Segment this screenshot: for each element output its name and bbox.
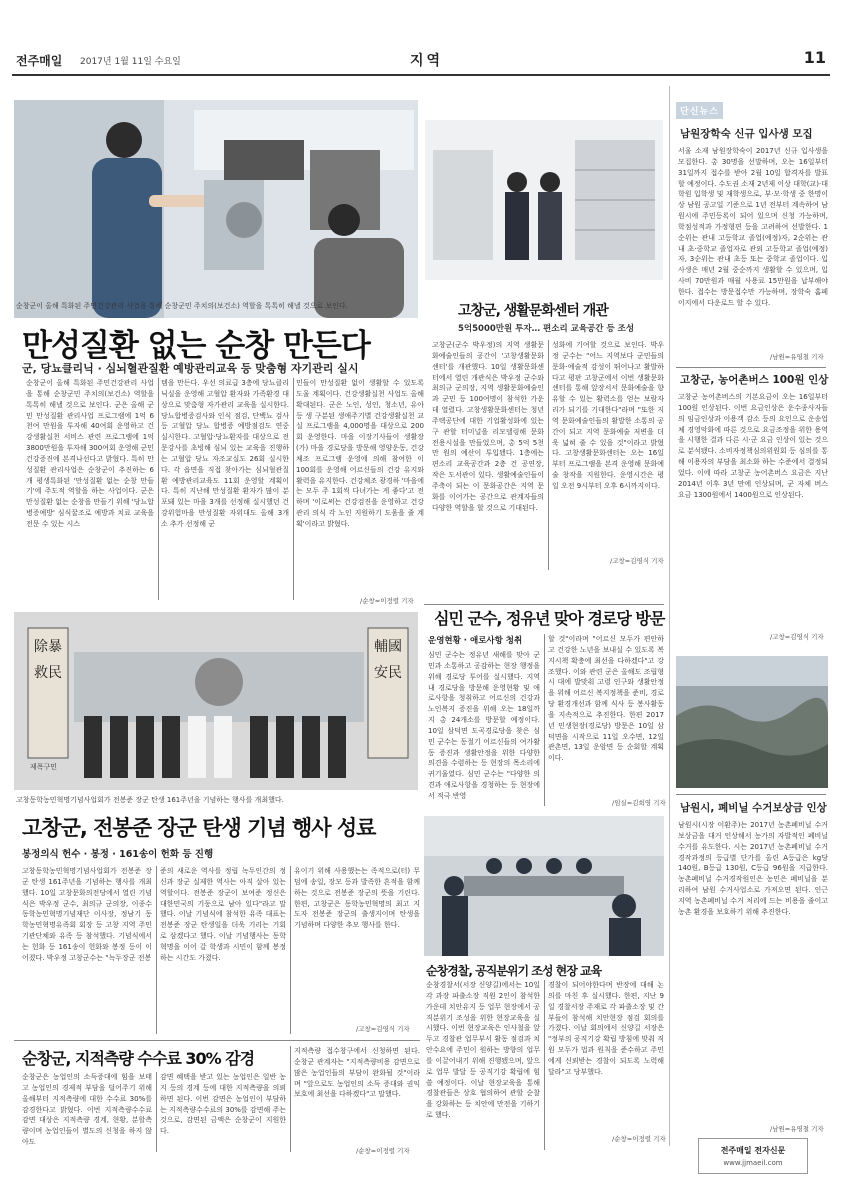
story1-col3: 민들이 만성질환 없이 생활할 수 있도록 도울 계획이다. 건강생활실천 사업도 올해 확대된다. 군은 노인, 성인, 청소년, 유아 등 생 구분된 생애주기별 건강생활실천 교실 프로그램을 4,000명을 대상으로 200회 운영한다. 마을 이장기사들이 생활장(가) 마을 경로당을 방문해 영양운동, 건강체조 프로그램 운영에 의해 참여한 이 100회를 운영해 어르신들의 건강 유지와 활력을 유지한다. 건강체조 광경하 '마을에는 모두 주 1회씩 다녀가는 게 좋다'고 전하며 '이로써는 건강검진을 운영하고 건강관리 의식 각 노인 지원하기 도움을 줄 계획'이라고 밝혔다. — [296, 379, 424, 528]
clinic-photo-caption: 순창군이 올해 특화된 주민건강관리 사업을 통해 순창군민 주치의(보건소) 역할을 톡톡히 해낼 것으로 보인다. — [16, 302, 348, 310]
e-paper-name: 전주매일 전자신문 — [720, 1146, 786, 1155]
story5-divider — [544, 980, 545, 1150]
sidebar-tag: 단신뉴스 — [676, 102, 723, 119]
story5-byline: /순창=이정렬 기자 — [612, 1135, 666, 1143]
ceremony-photo — [14, 612, 418, 790]
sidebar-item3-title: 남원시, 폐비닐 수거보상금 인상 — [680, 802, 827, 814]
story6-divider2 — [290, 1046, 291, 1152]
story4-byline: /임실=김희영 기자 — [612, 799, 666, 807]
story5-col1: 순창경찰서(서장 신양길)에서는 10일 각 과장 파출소장 직원 2인이 참석한 가운데 치안유지 등 업무 현장에서 공직분위기 조성을 위한 현장교육을 실시했다. 이번 현장교육은 인사철을 앞두고 경찰관 업무부서 활동 점검과 치안수요에 주민이 원하는 방향의 업무를 이끌어내기 위해 진행됐으며, 앞으로 업무 발달 등 공직기강 확립에 힘쓸 예정이다. 이날 현장교육을 통해 경찰관들은 상호 협의하여 관할 순찰을 강화하는 등 치안에 만전을 기하기로 했다. — [426, 981, 540, 1120]
sidebar-item1-title: 남원장학숙 신규 입사생 모집 — [680, 128, 813, 140]
sidebar-divider2 — [676, 794, 826, 795]
story4-headline: 심민 군수, 정유년 맞아 경로당 방문 — [434, 609, 665, 628]
story4-col1: 심민 군수는 정유년 새해를 맞아 군민과 소통하고 공감하는 현장 행정을 위해 경로당 투어를 실시했다. 지역내 경로당을 방문해 운영현황 및 애로사항을 청취하고 어르신의 건강과 노인복지 증진을 위해 오는 18일까지 총 24개소를 방문할 예정이다. 10일 삼덕면 도곡경로당을 찾은 심민 군수는 동절기 어르신들의 여가활동 증진과 생활안정을 위한 다양한 의견을 수렴하는 등 현장의 목소리에 귀기울였다. 심민 군수는 "다양한 의견과 애로사항을 경청하는 등 현장에서 적극 반영 — [428, 651, 540, 800]
story2-divider — [548, 340, 549, 570]
story6-headline: 순창군, 지적측량 수수료 30% 감경 — [22, 1049, 255, 1068]
story1-headline: 만성질환 없는 순창 만든다 — [22, 328, 370, 364]
sidebar-item2-title: 고창군, 농어촌버스 100원 인상 — [680, 374, 829, 386]
culture-center-art — [425, 120, 663, 280]
story5-col2: 경찰이 되어야한다며 반장에 대해 논의를 마친 후 실시했다. 한편, 지난 9일 경찰서장 주재로 각 파출소장 및 간부들이 참석해 치안현장 점검 회의를 가졌다. 이날 회의에서 신양길 서장은 "정부의 공직기강 확립 방침에 맞춰 직원 모두가 법과 원칙을 준수하고 주민에게 신뢰받는 경찰이 되도록 노력해 달라"고 당부했다. — [548, 981, 664, 1076]
story1-divider2 — [293, 378, 294, 600]
masthead — [12, 46, 830, 76]
newspaper-logo: 전주매일 — [16, 54, 63, 68]
story6-col1: 순창군은 농업인의 소득증대에 힘을 보태고 농업인의 경제적 부담을 덜어주기 위해 올해부터 지적측량에 대한 수수료 30%를 감경한다고 밝혔다. 이번 지적측량수수료 감면 대상은 지적측량 경계, 현황, 분할측량이며 농업인들이 별도의 신청을 하지 않아도 — [22, 1073, 152, 1147]
waste-photo — [676, 656, 828, 788]
story2-byline: /고창=김영식 기자 — [610, 557, 664, 565]
police-photo — [424, 816, 664, 956]
story4-top-rule — [424, 604, 664, 605]
e-paper-url[interactable]: www.jjmaeil.com — [723, 1159, 783, 1167]
clinic-photo — [14, 100, 418, 318]
story3-headline: 고창군, 전봉준 장군 탄생 기념 행사 성료 — [22, 816, 376, 840]
sidebar-item2-byline: /고창=김영식 기자 — [770, 633, 824, 641]
ceremony-photo-art — [14, 612, 418, 790]
story3-divider1 — [156, 866, 157, 1034]
story6-col2: 감면 혜택을 받고 있는 농업인은 일반 농지 등의 경계 등에 대한 지적측량을 의뢰하면 된다. 이번 감면은 농업인이 부담하는 지적측량수수료의 30%를 감면해 주는 것으로, 감면된 금액은 순창군이 지원한다. — [160, 1073, 286, 1136]
story3-col1: 고창동학농민혁명기념사업회가 전봉준 장군 탄생 161주년을 기념하는 행사를 개최했다. 10일 고창문화의전당에서 열린 기념식은 박우정 군수, 최의규 군의장, 이종수 동학농민혁명기념재단 이사장, 정남기 동학농민혁명유족회 회장 등 고창 지역 주민 기관단체와 유족 등 참석했다. 기념식에서는 헌화 등 161송이 헌화와 봉정 등이 이어졌다. 박우정 고창군수는 "녹두장군 전봉 — [22, 867, 152, 962]
section-title: 지역 — [410, 53, 444, 69]
sidebar-item1-byline: /남원=유영철 기자 — [770, 353, 824, 361]
sidebar-divider — [669, 86, 670, 1146]
story1-divider1 — [158, 378, 159, 600]
issue-date: 2017년 1월 11일 수요일 — [80, 57, 181, 67]
story6-top-rule — [14, 1040, 420, 1041]
story5-headline: 순창경찰, 공직분위기 조성 현장 교육 — [426, 964, 602, 978]
story3-byline: /고창=김영식 기자 — [356, 1025, 410, 1033]
story3-subhead: 봉정의식 헌수 · 봉정 · 161송이 헌화 등 진행 — [22, 849, 214, 860]
story2-subhead: 5억5000만원 투자… 편소리 교육공간 등 조성 — [458, 324, 635, 334]
banner-label: 제폭구민 — [30, 763, 58, 771]
page-number: 11 — [803, 48, 826, 67]
story3-col2: 준의 새로운 역사를 정립 녹두인간의 정신과 장군 실제한 역사는 아직 살아 있는 역할이다. 전봉준 장군이 보여준 정신은 대한민국의 기둥으로 남아 있다"라고 말했다. 이날 기념식에 참석한 유족 대표는 전봉준 장군 탄생일을 더욱 기리는 기회로 삼겠다고 했다. 이날 기념행사는 동학혁명을 이어 갈 학생과 시민이 함께 봉정하는 시간도 가졌다. — [160, 867, 286, 962]
sidebar-divider1 — [676, 367, 826, 368]
story2-col1: 고창군(군수 박우정)의 지역 생활문화예술인들의 공간이 '고창생활문화센터'를 개관했다. 10일 생활문화센터에서 열린 개관식은 박우정 군수와 최의규 군의장, 지역 생활문화예술인과 군민 등 100여명이 참석한 가운데 열렸다. 고창생활문화센터는 청년주택공단에 대한 기업활성화에 있는 구 관할 터미널을 리모델링해 문화 전용시설을 만들었으며, 총 5억 5천만 원의 예산이 투입됐다. 1층에는 편소리 교육공간과 2층 건 공연장, 작은 도서관이 있다. 생활예술인들이 주축이 되는 이 문화공간은 지역 문화를 이어가는 공간으로 관계자들의 다양한 역할을 할 것으로 기대된다. — [432, 341, 544, 512]
banner-left-text: 除暴救民 — [34, 639, 62, 681]
story2-headline: 고창군, 생활문화센터 개관 — [458, 303, 608, 319]
e-paper-box — [698, 1138, 808, 1174]
story4-divider — [544, 634, 545, 806]
sidebar-item3-byline: /남원=유영철 기자 — [770, 1125, 824, 1133]
story2-col2: 성화에 기여할 것으로 보인다. 박우정 군수는 "어느 지역보다 군민들의 문화·예술적 감성이 뛰어나고 활발하다고 평판 고창군에서 이번 생활문화센터를 통해 앞장서서 문화예술을 향유할 수 있는 활력소를 얻는 보람자리가 되기를 기대한다"라며 "또한 지역 문화예술인들의 활발한 소통의 공간이 되고 지역 문화예술 저변을 더욱 넓혀 줄 수 있을 것"이라고 밝혔다. 고창생활문화센터는 오는 16일부터 프로그램을 본격 운영해 문화예술 창작을 지원한다. 운영시간은 평일 오전 9시부터 오후 6시까지이다. — [552, 341, 664, 490]
banner-right-text: 輔國安民 — [374, 639, 402, 681]
story1-col2: 템을 만든다. 우선 의료급 3층에 당뇨클리닉실을 운영해 고혈압 환자와 가족환경 대상으로 맞춤형 자가관리 교육을 실시한다. 당뇨합병증검사와 인식 점검, 단백뇨 검사 등 고혈압 당뇨 합병증 예방점검도 연중 실시한다. 고혈압·당뇨환자를 대상으로 전문강사를 초빙해 심뇌 있는 교육을 진행하는 고혈압 당뇨 자조교실도 26회 실시한다. 각 읍면을 직접 찾아가는 심뇌혈관질환 예방관리교육도 11회 운영할 계획이다. 특히 지난해 만성질환 환자가 많이 분포돼 있는 마을 3개를 선정해 실시했던 건강위험마을 만성질환 자위대도 올해 3개소 추가 선정해 군 — [161, 379, 289, 528]
story1-byline: /순창=이정렬 기자 — [360, 597, 414, 605]
sidebar-item3-text: 남원시(시장 이환주)는 2017년 농촌폐비닐 수거보상금을 대거 인상해서 농가의 자발적인 폐비닐 수거를 유도한다. 시는 2017년 농촌폐비닐 수거 경작과정의 등급별 단가를 올린 A등급은 kg당 140원, B등급 130원, C등급 96원을 지급한다. 농촌폐비닐 수거경작원인은 농민은 폐비닐을 분리하여 남원 수거사업소로 가져오면 된다. 인근 지역 농촌폐비닐 수거 처리에 드는 비용을 줄이고 농촌 환경을 보호하기 위해 추진한다. — [678, 821, 828, 916]
story6-byline: /순창=이정렬 기자 — [356, 1147, 410, 1155]
sidebar-item1-text: 서울 소재 남원장학숙이 2017년 신규 입사생을 모집한다. 총 30명을 선발하며, 오는 16일부터 31일까지 접수를 받아 2월 10일 합격자를 발표할 예정이다. 수도권 소재 2년제 이상 대학(교)·대학원 입학생 및 재학생으로, 부·모·학생 중 한명이상 남원 공고일 기준으로 1년 전부터 계속하여 남원시에 주민등록이 되어 있으며 신청 가능하며, 학점성적과 가정형편 등을 고려하여 선발한다. 1순위는 관내 고등학교 졸업(예정)자, 2순위는 관내 초·중학교 졸업자로 관외 고등학교 졸업(예정)자, 3순위는 관내 초등 또는 중학교 졸업이다. 입사생은 매년 2월 중순까지 생활할 수 있으며, 입사비 70만원과 매월 사용료 15만원을 납부해야 한다. 접수는 방문접수만 가능하며, 장학숙 홈페이지에서 다운로드 할 수 있다. — [678, 147, 828, 307]
story4-col2: 할 것"이라며 "어르신 모두가 편안하고 건강한 노년을 보내실 수 있도록 복지시책 확충에 최선을 다하겠다"고 강조했다. 이와 관련 군은 올해도 조립형 시 대에 발맞춰 고령 인구와 생활안정을 위해 어르신 복지정책을 준비, 경로당 환경개선과 함께 식사 등 봉사활동을 지속적으로 추진한다. 한편 2017년 민생현장(경로당) 방문은 10일 삼덕면을 시작으로 11일 오수면, 12일 관촌면, 13일 운암면 등 순회할 계획이다. — [548, 635, 664, 763]
story3-divider2 — [290, 866, 291, 1034]
police-photo-art — [424, 816, 664, 956]
culture-center-photo — [425, 120, 663, 280]
clinic-photo-art — [14, 100, 418, 318]
story4-subhead: 운영현황 · 애로사항 청취 — [428, 636, 523, 646]
story3-col3: 유이기 위해 사용했는는 족적으로(터) 무덤에 송일, 장모 등과 발족한 흔적을 함께하는 것으로 전봉준 장군의 뜻을 기린다. 한편, 고창군은 동학농민혁명의 최고 지도자 전봉준 장군의 출생지이며 탄생을 기념하며 다양한 추모 행사를 한다. — [294, 867, 420, 930]
ceremony-photo-caption: 고창동학농민혁명기념사업회가 전봉준 장군 탄생 161주년을 기념하는 행사를 개최했다. — [16, 796, 284, 804]
story6-col3: 지적측량 접수창구에서 신청하면 된다. 순창군 관계자는 "지적측량비용 감면으로 많은 농업인들의 부담이 완화될 것"이라며 "앞으로도 농업인의 소득 증대와 권익보호에 최선을 다하겠다"고 말했다. — [294, 1047, 420, 1099]
waste-photo-art — [676, 656, 828, 788]
story1-col1: 순창군이 올해 특화된 주민건강관리 사업을 통해 순창군민 주치의(보건소) 역할을 톡톡히 해낼 것으로 보인다. 군은 올해 군민 만성질환 관리사업 프로그램에 1억 6천여 만원을 투자해 40여회 운영하고 건강생활실천 서비스 관련 프로그램에 1억 3800만원을 투자해 300여회 운영해 군민 건강증진에 본격나선다고 밝혔다. 특히 만성질환 관리사업은 순창군이 추진하는 6개 평생특화된 '만성질환 없는 순창 만들기'에 주도적 역할을 하는 사업이다. 군은 만성질환 없는 순창을 만들기 위해 '당뇨합병증예방' 심식꿀조로 예방과 치료 교육을 전문 수 있는 시스 — [26, 379, 154, 528]
sidebar-item2-text: 고창군 농어촌버스의 기본요금이 오는 16일부터 100원 인상된다. 이번 요금인상은 운수종사자들의 임금인상과 이용객 감소 등의 요인으로 운송업체 경영악화에 따른 것으로 요금조정을 위한 용역을 시행한 결과 다른 시·군 요금 인상이 있는 것으로 분석됐다. 소비자정책심의위원회 등 심의를 통해 이용자의 부담을 최소화 하는 수준에서 결정되었다. 이에 따라 고창군 농어촌버스 요금은 지난 2014년 이후 3년 만에 인상되며, 군 자체 버스 요금 1300원에서 1400원으로 인상된다. — [678, 393, 828, 499]
story1-subhead: 군, 당뇨클리닉 · 심뇌혈관질환 예방관리교육 등 맞춤형 자기관리 실시 — [22, 362, 359, 375]
story6-divider1 — [156, 1072, 157, 1152]
